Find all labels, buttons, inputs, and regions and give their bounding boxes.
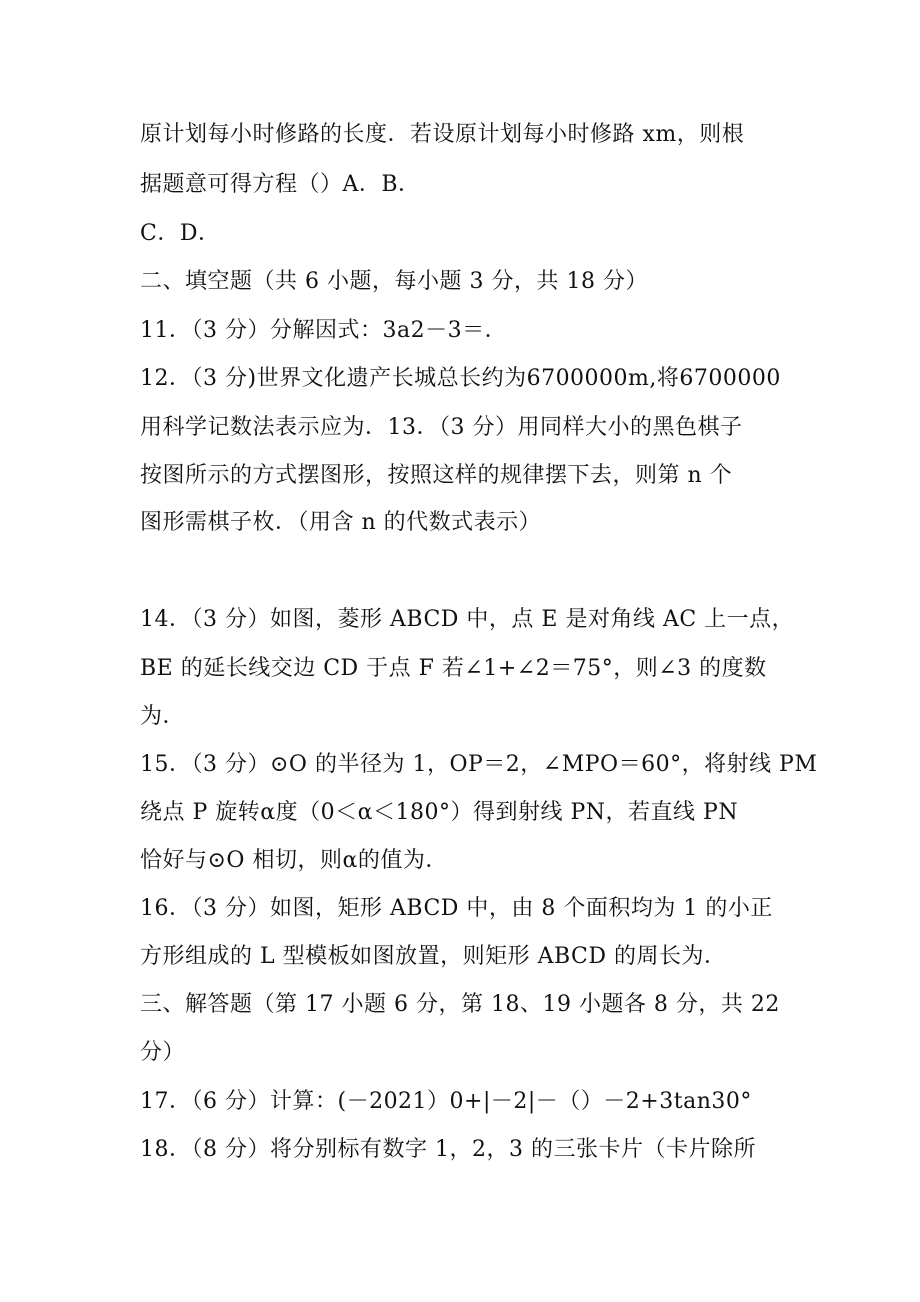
text-line: 据题意可得方程（）A．B．: [140, 172, 421, 197]
text-line: 方形组成的 L 型模板如图放置，则矩形 ABCD 的周长为．: [140, 944, 727, 969]
text-line: 按图所示的方式摆图形，按照这样的规律摆下去，则第 n 个: [140, 463, 733, 488]
text-line: BE 的延长线交边 CD 于点 F 若∠1+∠2＝75°，则∠3 的度数: [140, 656, 767, 681]
question-14: 14．（3 分）如图，菱形 ABCD 中，点 E 是对角线 AC 上一点，: [140, 607, 795, 632]
text-line: 绕点 P 旋转α度（0＜α＜180°）得到射线 PN，若直线 PN: [140, 800, 739, 825]
text-line: 为．: [140, 704, 186, 729]
text-line: C．D．: [140, 221, 221, 246]
question-12: 12．（3 分)世界文化遗产长城总长约为6700000m,将6700000: [140, 366, 781, 391]
question-18: 18．（8 分）将分别标有数字 1，2，3 的三张卡片（卡片除所: [140, 1137, 756, 1162]
text-line: 图形需棋子枚．（用含 n 的代数式表示）: [140, 510, 542, 535]
text-line: 原计划每小时修路的长度．若设原计划每小时修路 xm，则根: [140, 122, 745, 147]
text-line: 用科学记数法表示应为．13．（3 分）用同样大小的黑色棋子: [140, 415, 743, 440]
section-heading: 二、填空题（共 6 小题，每小题 3 分，共 18 分）: [140, 269, 648, 294]
question-17: 17．（6 分）计算：(－2021）0+|－2|－（）－2+3tan30°: [140, 1089, 752, 1114]
question-16: 16．（3 分）如图，矩形 ABCD 中，由 8 个面积均为 1 的小正: [140, 896, 773, 921]
question-15: 15．（3 分）⊙O 的半径为 1，OP＝2，∠MPO＝60°，将射线 PM: [140, 752, 818, 777]
text-line: 恰好与⊙O 相切，则α的值为．: [140, 848, 448, 873]
section-heading: 三、解答题（第 17 小题 6 分，第 18、19 小题各 8 分，共 22: [140, 992, 780, 1017]
text-line: 分）: [140, 1040, 186, 1065]
question-11: 11．（3 分）分解因式：3a2－3＝．: [140, 318, 508, 343]
